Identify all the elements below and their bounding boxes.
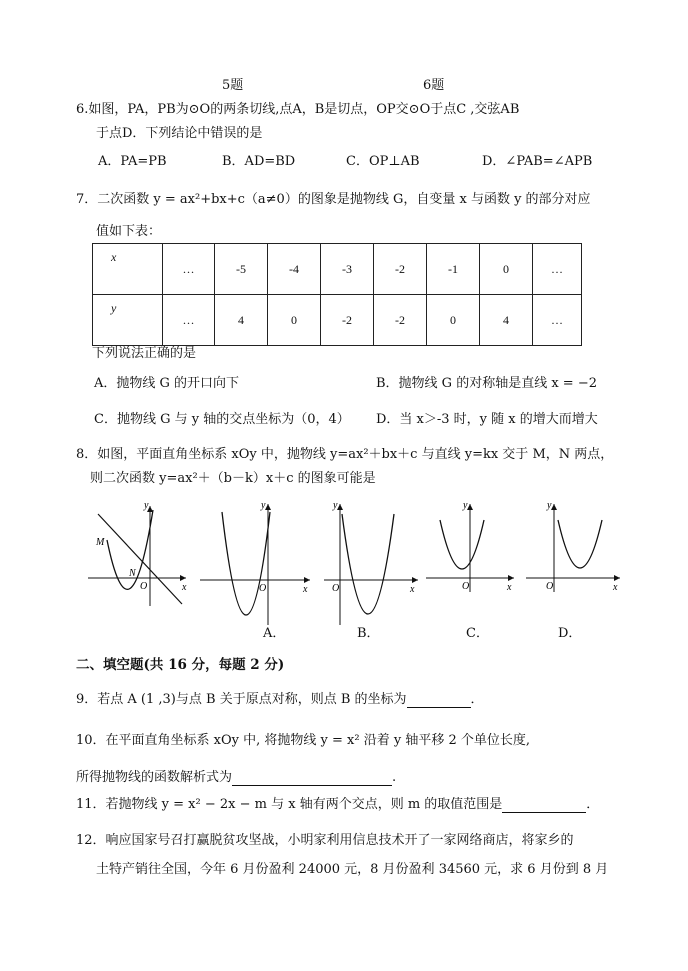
- option-b-label: B．: [357, 626, 380, 641]
- question-7-option-a: A．抛物线 G 的开口向下: [94, 376, 240, 391]
- x-axis-arrow: [412, 577, 418, 583]
- axis-label-o: O: [546, 581, 554, 592]
- question-6-option-b: B．AD=BD: [222, 154, 296, 169]
- table-cell: …: [533, 244, 582, 295]
- axis-label-y: y: [333, 500, 338, 511]
- axis-label-o: O: [332, 583, 340, 594]
- figure-label-o: O: [140, 581, 148, 592]
- table-header-y: y: [93, 295, 163, 346]
- question-7-line2: 值如下表：: [96, 224, 162, 239]
- parabola-curve: [558, 520, 602, 568]
- option-d-label: D．: [558, 626, 582, 641]
- answer-blank-10[interactable]: [232, 772, 392, 786]
- figure-label-m: M: [96, 537, 105, 548]
- option-a-graph: [198, 500, 316, 626]
- table-cell: -4: [268, 244, 321, 295]
- question-7-option-b: B．抛物线 G 的对称轴是直线 x = −2: [376, 376, 597, 391]
- table-cell: -2: [321, 295, 374, 346]
- y-axis-arrow: [337, 504, 343, 510]
- question-7-line1: 7．二次函数 y = ax²+bx+c（a≠0）的图象是抛物线 G，自变量 x 与函数 y 的部分对应: [76, 192, 591, 207]
- figure-label-x: x: [182, 582, 187, 593]
- question-6-option-a: A．PA=PB: [98, 154, 167, 169]
- figure-caption-q6: 6题: [423, 78, 445, 93]
- table-row-x: [93, 244, 582, 295]
- axis-label-y: y: [261, 500, 266, 511]
- axis-label-y: y: [547, 500, 552, 511]
- value-table: [92, 243, 582, 346]
- section-2-title: 二、填空题(共 16 分，每题 2 分): [76, 657, 285, 673]
- question-6-option-c: C．OP⊥AB: [346, 154, 420, 169]
- question-9-end: ．: [470, 692, 484, 707]
- question-12-line1: 12．响应国家号召打赢脱贫攻坚战，小明家利用信息技术开了一家网络商店，将家乡的: [76, 833, 574, 848]
- option-c-label: C．: [466, 626, 489, 641]
- y-axis-arrow: [551, 504, 557, 510]
- x-axis-arrow: [180, 575, 186, 581]
- option-d-graph: [524, 500, 624, 600]
- question-10-text: 所得抛物线的函数解析式为: [76, 770, 233, 785]
- axis-label-y: y: [463, 500, 468, 511]
- question-8-line1: 8．如图，平面直角坐标系 xOy 中，抛物线 y=ax²＋bx＋c 与直线 y=kx 交于 M，N 两点，: [76, 447, 614, 462]
- option-a-label: A．: [263, 626, 286, 641]
- table-cell: 0: [427, 295, 480, 346]
- figure-label-n: N: [129, 568, 136, 579]
- x-axis-arrow: [614, 575, 620, 581]
- parabola-curve: [222, 512, 270, 615]
- table-cell: -2: [374, 244, 427, 295]
- table-header-x: x: [93, 244, 163, 295]
- answer-blank-11[interactable]: [502, 799, 586, 813]
- table-cell: 0: [268, 295, 321, 346]
- table-cell: 4: [215, 295, 268, 346]
- axis-label-o: O: [259, 583, 267, 594]
- table-cell: …: [163, 244, 215, 295]
- question-7-prompt: 下列说法正确的是: [92, 346, 197, 361]
- table-cell: -2: [374, 295, 427, 346]
- question-11-text: 11．若抛物线 y = x² − 2x − m 与 x 轴有两个交点，则 m 的取值范围是: [76, 797, 503, 812]
- table-cell: …: [533, 295, 582, 346]
- parabola-curve: [342, 514, 394, 614]
- axis-label-x: x: [303, 584, 308, 595]
- x-axis-arrow: [304, 577, 310, 583]
- y-axis-arrow: [467, 504, 473, 510]
- table-cell: …: [163, 295, 215, 346]
- y-axis-arrow: [265, 504, 271, 510]
- option-b-graph: [322, 500, 422, 626]
- question-10-end: .: [392, 770, 397, 785]
- answer-blank-9[interactable]: [407, 694, 471, 708]
- axis-label-x: x: [613, 582, 618, 593]
- question-6-line2: 于点D．下列结论中错误的是: [96, 126, 263, 141]
- question-11-end: ．: [586, 797, 600, 812]
- axis-label-o: O: [462, 581, 470, 592]
- option-c-graph: [424, 500, 518, 600]
- question-12-line2: 土特产销往全国，今年 6 月份盈利 24000 元，8 月份盈利 34560 元，求 6 月份到 8 月: [96, 862, 609, 877]
- question-10-line2: [76, 770, 396, 786]
- question-10-line1: 10．在平面直角坐标系 xOy 中, 将抛物线 y = x² 沿着 y 轴平移 2 个单位长度,: [76, 733, 530, 748]
- x-axis-arrow: [508, 575, 514, 581]
- question-11: [76, 797, 599, 813]
- table-cell: -1: [427, 244, 480, 295]
- table-cell: -3: [321, 244, 374, 295]
- table-cell: -5: [215, 244, 268, 295]
- axis-label-x: x: [507, 582, 512, 593]
- question-8-figure: [82, 500, 192, 610]
- parabola-curve: [440, 520, 484, 569]
- table-cell: 0: [480, 244, 533, 295]
- figure-label-y: y: [144, 500, 149, 511]
- table-cell: 4: [480, 295, 533, 346]
- question-7-option-d: D．当 x＞-3 时，y 随 x 的增大而增大: [376, 412, 598, 427]
- question-7-option-c: C．抛物线 G 与 y 轴的交点坐标为（0，4）: [94, 412, 350, 427]
- table-row-y: [93, 295, 582, 346]
- question-6-option-d: D．∠PAB=∠APB: [482, 154, 593, 169]
- question-6-line1: 6.如图，PA，PB为⊙O的两条切线,点A，B是切点，OP交⊙O于点C ,交弦AB: [76, 102, 520, 117]
- question-9-text: 9．若点 A (1 ,3)与点 B 关于原点对称，则点 B 的坐标为: [76, 692, 407, 707]
- figure-caption-q5: 5题: [222, 78, 244, 93]
- question-8-line2: 则二次函数 y=ax²＋（b－k）x＋c 的图象可能是: [90, 471, 376, 486]
- axis-label-x: x: [410, 584, 415, 595]
- question-9: [76, 692, 484, 708]
